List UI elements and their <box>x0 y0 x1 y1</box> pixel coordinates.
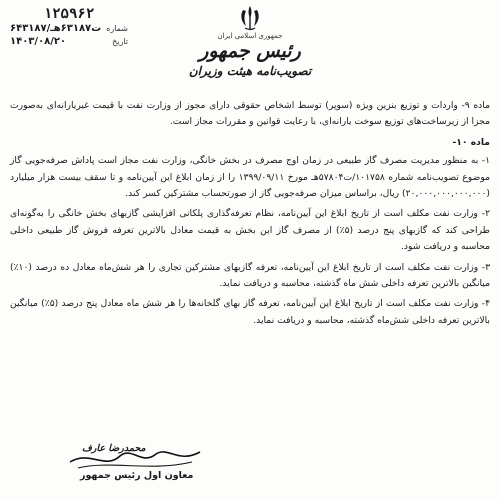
document-subtitle: تصویب‌نامه هیئت وزیران <box>188 64 312 78</box>
signature-block <box>60 440 210 490</box>
number-value: ۶۴۳۱۸۷/ت۶۳۱۸۷هـ <box>10 23 102 34</box>
government-name: جمهوری اسلامی ایران <box>217 32 283 40</box>
article-10-clause-1: ۱- به منظور مدیریت مصرف گاز طبیعی در زمان اوج مصرف در بخش خانگی، وزارت نفت مجاز است پاداش صرفه‌جویی گاز موضوع تصویب‌نامه شماره ۱۰۱۷۵۸/ت۵۷۸۰۴هـ مورخ ۱۳۹۹/۰۹/۱۱ را از زمان ابلاغ این آیین‌نامه و تا سقف بیست هزار میلیارد (۲۰,۰۰۰,۰۰۰,۰۰۰,۰۰۰) ریال، براساس میزان صرفه‌جویی گاز از صورتحساب مشترکین کسر کند. <box>10 155 490 200</box>
article-10-heading: ماده ۱۰- <box>452 136 490 148</box>
number-label: شماره <box>106 24 128 33</box>
article-10-clause-2: ۲- وزارت نفت مکلف است از تاریخ ابلاغ این آیین‌نامه، نظام تعرفه‌گذاری پلکانی افزایشی گازبهای بخش خانگی را به‌گونه‌ای طراحی کند که گازبهای پنج درصد (۵٪) از مصرف گاز این بخش به قیمت معادل بالاترین تعرفه فروش گاز طبیعی داخلی محاسبه و دریافت شود. <box>10 208 490 253</box>
article-10-clause-4: ۴- وزارت نفت مکلف است از تاریخ ابلاغ این آیین‌نامه، تعرفه گاز بهای گلخانه‌ها را هر شش ماه معادل پنج درصد (۵٪) میانگین بالاترین تعرفه داخلی شش‌ماه گذشته، محاسبه و دریافت نماید. <box>10 298 490 326</box>
signatory-title: معاون اول رئیس جمهور <box>80 470 194 481</box>
serial-number: ۱۲۵۹۶۲ <box>43 6 95 22</box>
article-10-clause-3: ۳- وزارت نفت مکلف است از تاریخ ابلاغ این آیین‌نامه، تعرفه گازبهای مشترکین تجاری را هر شش‌ماه معادل ده درصد (۱۰٪) میانگین بالاترین تعرفه داخلی شش ماه گذشته، محاسبه و دریافت نماید. <box>10 261 490 290</box>
president-title: رئیس جمهور <box>199 40 301 62</box>
header-titles <box>0 32 500 78</box>
date-value: ۱۴۰۳/۰۸/۲۰ <box>10 36 67 47</box>
article-9: ماده ۹- واردات و توزیع بنزین ویژه (سوپر) توسط اشخاص حقوقی دارای مجوز از وزارت نفت با قیمت غیریارانه‌ای به‌صورت مجزا از زیرساخت‌های توزیع سوخت یارانه‌ای، با رعایت قوانین و مقررات مجاز است. <box>10 100 490 128</box>
date-label: تاریخ <box>112 37 128 46</box>
emblem-icon <box>237 4 263 32</box>
signatory-name: محمدرضا عارف <box>82 443 146 454</box>
document-body <box>10 98 490 333</box>
